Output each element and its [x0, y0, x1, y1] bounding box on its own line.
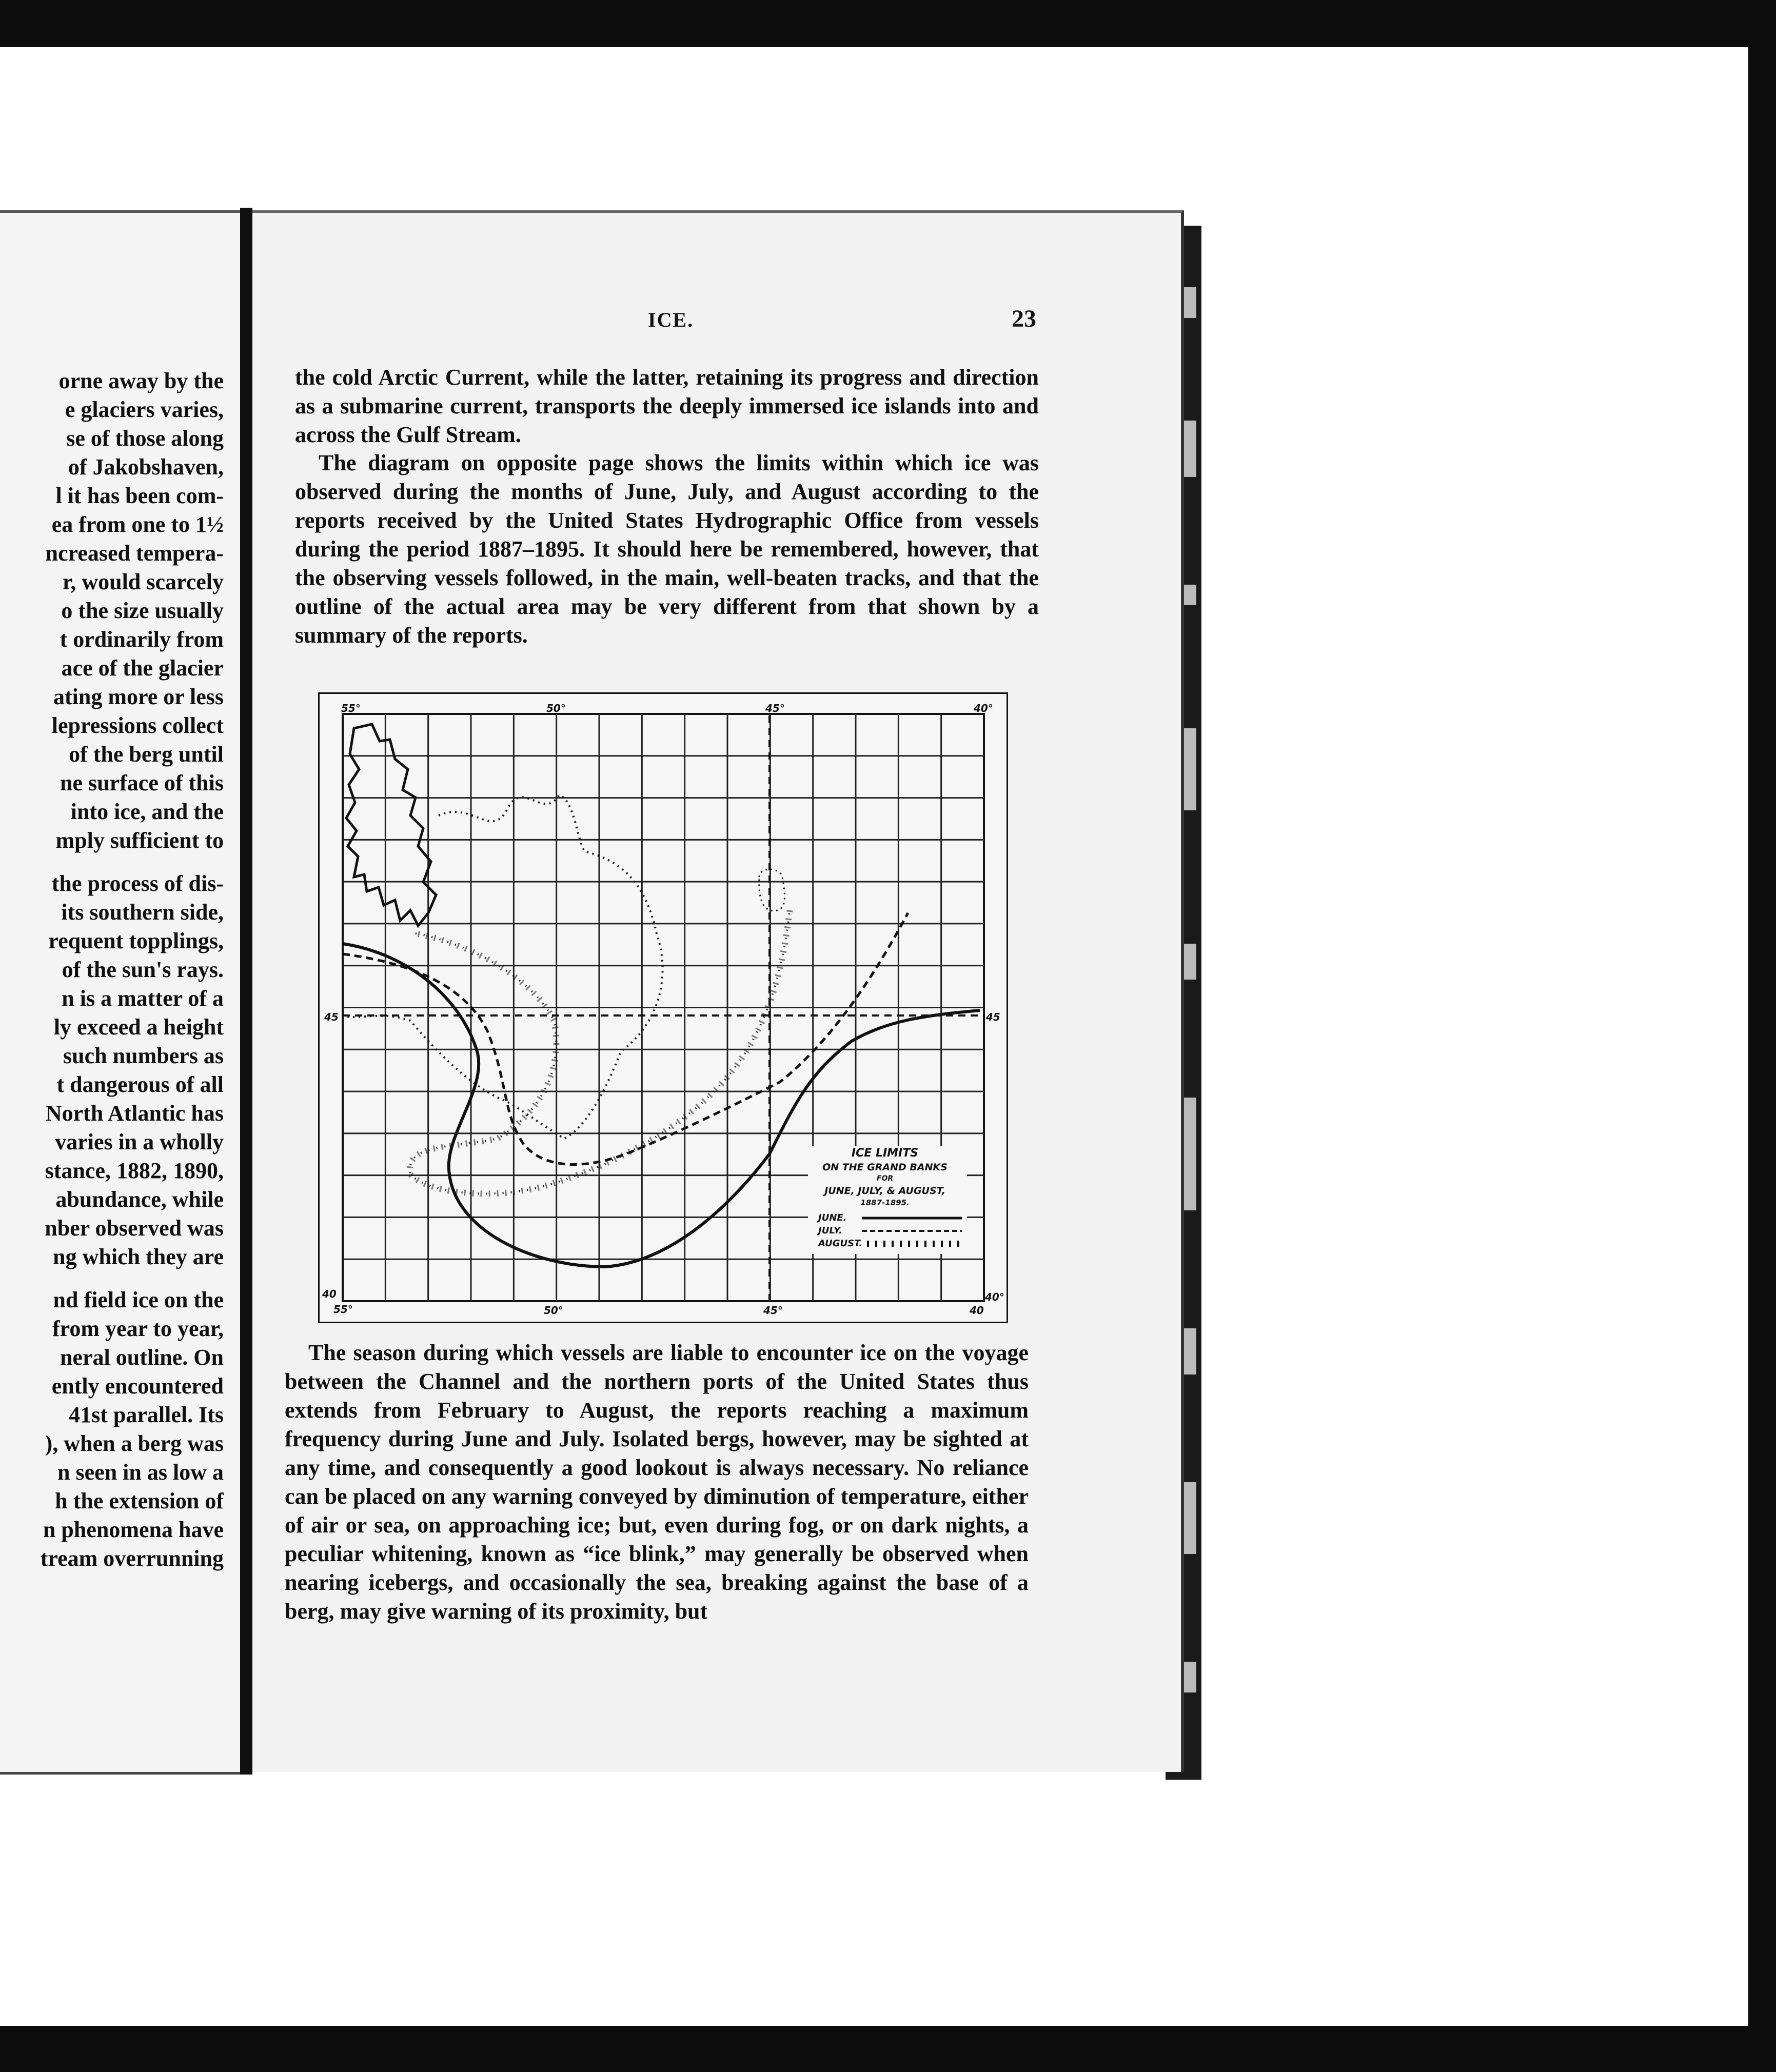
left-page-line: n seen in as low a: [57, 1460, 224, 1485]
left-page-line: varies in a wholly: [55, 1129, 224, 1154]
left-page-line: tream overrunning: [40, 1546, 224, 1571]
left-page-line: orne away by the: [58, 368, 224, 393]
left-page-line: mply sufficient to: [55, 828, 224, 853]
left-page-line: t ordinarily from: [60, 627, 224, 652]
left-page-line: 41st parallel. Its: [69, 1402, 224, 1427]
paragraph-arctic-current: the cold Arctic Current, while the latter, retaining its progress and direction as a submarine current, transports the deeply immersed ice islands into and across the Gulf Stream.: [295, 365, 1039, 447]
label-bottom-45: 45°: [763, 1304, 783, 1317]
label-bottom-right-40: 40: [970, 1304, 984, 1317]
label-top-50: 50°: [546, 702, 566, 714]
label-right-45: 45: [986, 1011, 1000, 1023]
left-page-line: neral outline. On: [60, 1345, 224, 1370]
left-page-line: ), when a berg was: [45, 1431, 224, 1456]
left-page-line: t dangerous of all: [56, 1072, 224, 1097]
label-bottom-50: 50°: [544, 1304, 563, 1317]
paragraph-ice-season: The season during which vessels are liable to encounter ice on the voyage between the Channel and the northern ports of the United States thus extends from February to August, the reports reaching a maximum frequency during June and July. Isolated bergs, however, may be sighted at any time, and consequently a good lookout is always necessary. No reliance can be placed on any warning conveyed by diminution of temperature, either of air or sea, on approaching ice; but, even during fog, or on dark nights, a peculiar whitening, known as “ice blink,” may generally be observed when nearing icebergs, and occasionally the sea, breaking against the base of a berg, may give warning of its proximity, but: [285, 1340, 1029, 1624]
legend-subtitle: ON THE GRAND BANKS: [822, 1162, 948, 1173]
label-top-40: 40°: [974, 702, 993, 714]
legend-years: 1887-1895.: [860, 1198, 910, 1207]
left-page-line: stance, 1882, 1890,: [45, 1158, 224, 1183]
left-page-line: n is a matter of a: [62, 986, 224, 1011]
left-page-line: se of those along: [66, 426, 224, 451]
label-top-45: 45°: [765, 702, 785, 714]
label-bottom-left-40: 40: [322, 1288, 337, 1300]
left-page-line: of the berg until: [69, 742, 224, 767]
left-page-line: its southern side,: [61, 900, 224, 925]
left-page-line: ating more or less: [53, 684, 224, 709]
label-left-45: 45: [324, 1011, 339, 1023]
left-page-line: ea from one to 1½: [51, 512, 224, 537]
left-page-line: r, would scarcely: [62, 569, 224, 594]
film-border-bottom: [0, 2026, 1776, 2072]
left-page-line: h the extension of: [55, 1488, 224, 1513]
left-page-line: of the sun's rays.: [62, 957, 224, 982]
left-page-line: requent topplings,: [48, 928, 224, 953]
left-page-line: the process of dis-: [51, 871, 224, 896]
left-page-line: ng which they are: [53, 1244, 224, 1269]
legend-july-label: JULY.: [818, 1225, 842, 1236]
left-page-line: abundance, while: [55, 1187, 224, 1212]
left-page-line: of Jakobshaven,: [68, 454, 224, 480]
left-page-line: nd field ice on the: [53, 1287, 224, 1312]
running-head: ICE.: [648, 308, 694, 331]
left-page-line: n phenomena have: [43, 1517, 224, 1542]
left-page-line: North Atlantic has: [45, 1101, 224, 1126]
left-page-line: ne surface of this: [60, 770, 224, 795]
legend-for: FOR: [876, 1174, 894, 1183]
left-page-line: nber observed was: [45, 1216, 224, 1241]
left-page-line: l it has been com-: [55, 483, 224, 508]
legend-months: JUNE, JULY, & AUGUST,: [824, 1185, 945, 1197]
left-page-line: into ice, and the: [70, 799, 224, 824]
legend-june-label: JUNE.: [818, 1212, 847, 1223]
paragraph-diagram-description: The diagram on opposite page shows the limits within which ice was observed during the months of June, July, and August according to the reports received by the United States Hydrographic Office from vessels during the period 1887–1895. It should here be remembered, however, that the observing vessels followed, in the main, well-beaten tracks, and that the outline of the actual area may be very different from that shown by a summary of the reports.: [295, 450, 1039, 648]
left-page-line: from year to year,: [52, 1316, 224, 1341]
left-page-line: ace of the glacier: [61, 655, 224, 681]
left-page-line: ently encountered: [51, 1373, 224, 1399]
left-page-line: lepressions collect: [51, 713, 224, 738]
left-page-line: ly exceed a height: [53, 1014, 224, 1040]
left-page-line: e glaciers varies,: [65, 397, 224, 422]
left-page-line: o the size usually: [61, 598, 224, 623]
left-page-line: such numbers as: [63, 1043, 224, 1068]
ice-limits-map: [318, 692, 1008, 1323]
left-page: [0, 210, 240, 1775]
label-bottom-left-55: 55°: [333, 1303, 353, 1316]
film-border-right: [1748, 0, 1776, 2072]
page-number: 23: [1012, 305, 1036, 332]
label-top-55: 55°: [341, 702, 361, 714]
film-border-top: [0, 0, 1776, 47]
legend-title: ICE LIMITS: [851, 1147, 919, 1160]
legend-august-label: AUGUST.: [818, 1238, 863, 1249]
label-bottom-right-40-degree: 40°: [985, 1291, 1004, 1303]
left-page-line: ncreased tempera-: [45, 541, 224, 566]
book-spine: [240, 208, 252, 1775]
